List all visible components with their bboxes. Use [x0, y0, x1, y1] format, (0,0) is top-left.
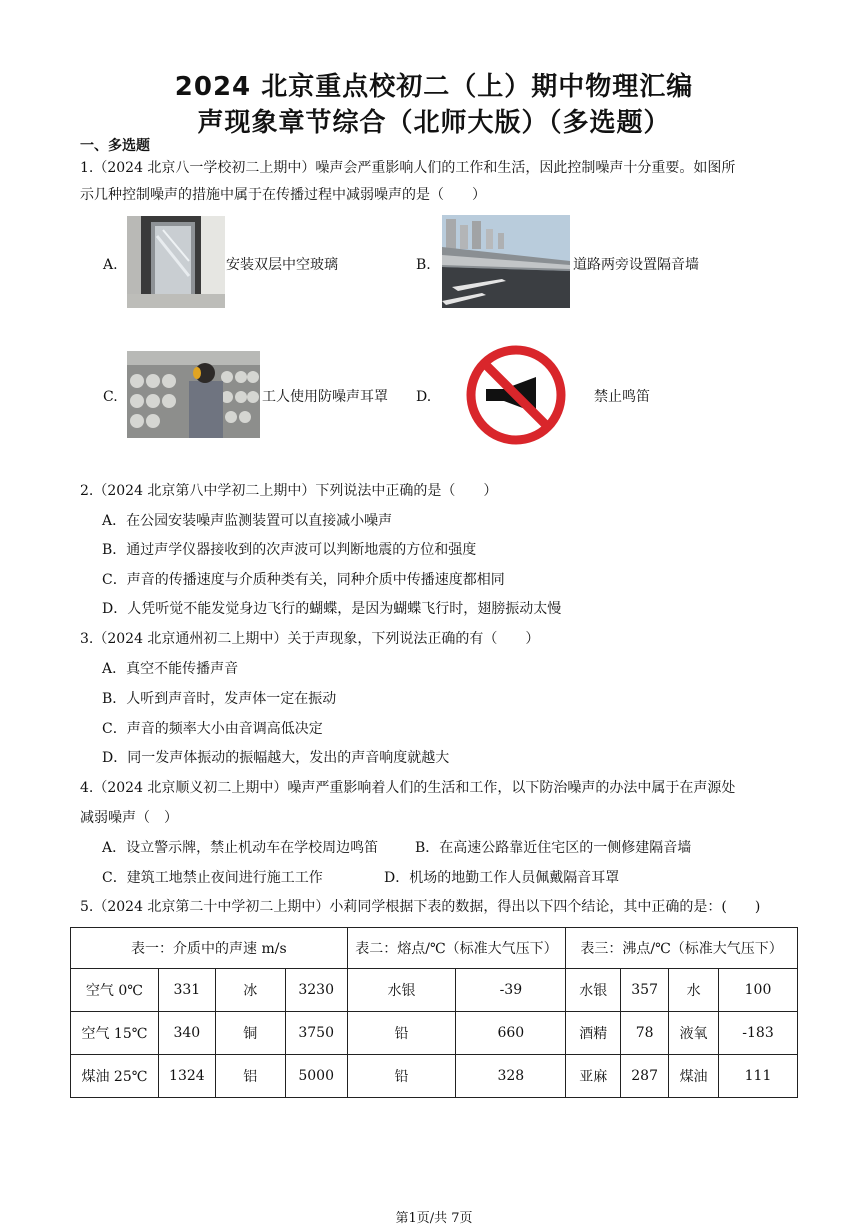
q4-option-b: B．在高速公路靠近住宅区的一侧修建隔音墙: [415, 840, 692, 856]
table-cell: 铅: [347, 1055, 456, 1098]
table-cell: 328: [456, 1055, 566, 1098]
q3-option-c: C．声音的频率大小由音调高低决定: [102, 721, 323, 737]
table-cell: 煤油 25℃: [71, 1055, 159, 1098]
table-cell: 铜: [215, 1012, 285, 1055]
q4-option-d: D．机场的地勤工作人员佩戴隔音耳罩: [384, 870, 620, 886]
q5-stem: 5.（2024 北京第二十中学初二上期中）小莉同学根据下表的数据，得出以下四个结论，其中正确的是：( ): [80, 899, 761, 915]
q3-stem: 3.（2024 北京通州初二上期中）关于声现象，下列说法正确的有（ ）: [80, 631, 540, 647]
table-cell: 100: [719, 969, 798, 1012]
page-footer: 第1页/共 7页: [395, 1211, 473, 1226]
table-cell: 空气 15℃: [71, 1012, 159, 1055]
table-cell: 3230: [285, 969, 347, 1012]
table-cell: 3750: [285, 1012, 347, 1055]
q1-option-d-letter: D.: [416, 389, 432, 405]
double-glazing-photo: [127, 216, 225, 308]
table-cell: 340: [158, 1012, 215, 1055]
q1-option-b-text: 道路两旁设置隔音墙: [573, 257, 699, 273]
q3-option-b: B．人听到声音时，发声体一定在振动: [102, 691, 337, 707]
q2-option-b: B．通过声学仪器接收到的次声波可以判断地震的方位和强度: [102, 542, 477, 558]
table-cell: 酒精: [566, 1012, 621, 1055]
page-title: 2024 北京重点校初二（上）期中物理汇编: [174, 72, 694, 102]
q4-option-a: A．设立警示牌，禁止机动车在学校周边鸣笛: [102, 840, 379, 856]
q4-option-c: C．建筑工地禁止夜间进行施工工作: [102, 870, 323, 886]
table-cell: 78: [621, 1012, 669, 1055]
table-cell: 357: [621, 969, 669, 1012]
table-cell: 亚麻: [566, 1055, 621, 1098]
table-cell: 冰: [215, 969, 285, 1012]
table-cell: 331: [158, 969, 215, 1012]
table-cell: 液氧: [669, 1012, 719, 1055]
q2-option-a: A．在公园安装噪声监测装置可以直接减小噪声: [102, 513, 393, 529]
table-row: [71, 1055, 798, 1098]
table-cell: -183: [719, 1012, 798, 1055]
worker-earmuffs-photo: [127, 351, 260, 438]
q3-option-a: A．真空不能传播声音: [102, 661, 239, 677]
table-header-sound-speed: 表一：介质中的声速 m/s: [71, 928, 348, 969]
table-cell: 铝: [215, 1055, 285, 1098]
q1-option-d-text: 禁止鸣笛: [594, 389, 650, 405]
table-cell: -39: [456, 969, 566, 1012]
table-row: [71, 969, 798, 1012]
table-header-boiling-point: 表三：沸点/℃（标准大气压下）: [566, 928, 798, 969]
q1-option-b-letter: B.: [416, 257, 431, 273]
table-cell: 5000: [285, 1055, 347, 1098]
q2-option-c: C．声音的传播速度与介质种类有关，同种介质中传播速度都相同: [102, 572, 505, 588]
table-header-melting-point: 表二：熔点/℃（标准大气压下）: [347, 928, 566, 969]
table-cell: 水银: [566, 969, 621, 1012]
table-cell: 空气 0℃: [71, 969, 159, 1012]
table-cell: 660: [456, 1012, 566, 1055]
section-heading: 一、多选题: [80, 138, 150, 154]
table-cell: 铅: [347, 1012, 456, 1055]
table-cell: 111: [719, 1055, 798, 1098]
q1-option-c-letter: C.: [103, 389, 118, 405]
no-honking-sign-icon: [464, 345, 568, 445]
sound-barrier-road-photo: [442, 215, 570, 308]
page-subtitle: 声现象章节综合（北师大版）（多选题）: [197, 108, 671, 138]
q2-option-d: D．人凭听觉不能发觉身边飞行的蝴蝶，是因为蝴蝶飞行时，翅膀振动太慢: [102, 601, 562, 617]
data-table: [70, 927, 798, 1098]
q1-option-a-text: 安装双层中空玻璃: [226, 257, 338, 273]
table-cell: 水: [669, 969, 719, 1012]
q2-stem: 2.（2024 北京第八中学初二上期中）下列说法中正确的是（ ）: [80, 483, 498, 499]
table-cell: 煤油: [669, 1055, 719, 1098]
q3-option-d: D．同一发声体振动的振幅越大，发出的声音响度就越大: [102, 750, 450, 766]
q1-option-a-letter: A.: [103, 257, 118, 273]
table-cell: 1324: [158, 1055, 215, 1098]
q1-stem-line1: 1.（2024 北京八一学校初二上期中）噪声会严重影响人们的工作和生活，因此控制噪声十分重要。如图所: [80, 160, 736, 176]
table-cell: 水银: [347, 969, 456, 1012]
table-cell: 287: [621, 1055, 669, 1098]
q1-stem-line2: 示几种控制噪声的措施中属于在传播过程中减弱噪声的是（ ）: [80, 187, 486, 203]
q4-stem-line1: 4.（2024 北京顺义初二上期中）噪声严重影响着人们的生活和工作，以下防治噪声的办法中属于在声源处: [80, 780, 736, 796]
table-row: [71, 1012, 798, 1055]
q1-option-c-text: 工人使用防噪声耳罩: [262, 389, 388, 405]
q4-stem-line2: 减弱噪声（ ）: [80, 810, 178, 826]
